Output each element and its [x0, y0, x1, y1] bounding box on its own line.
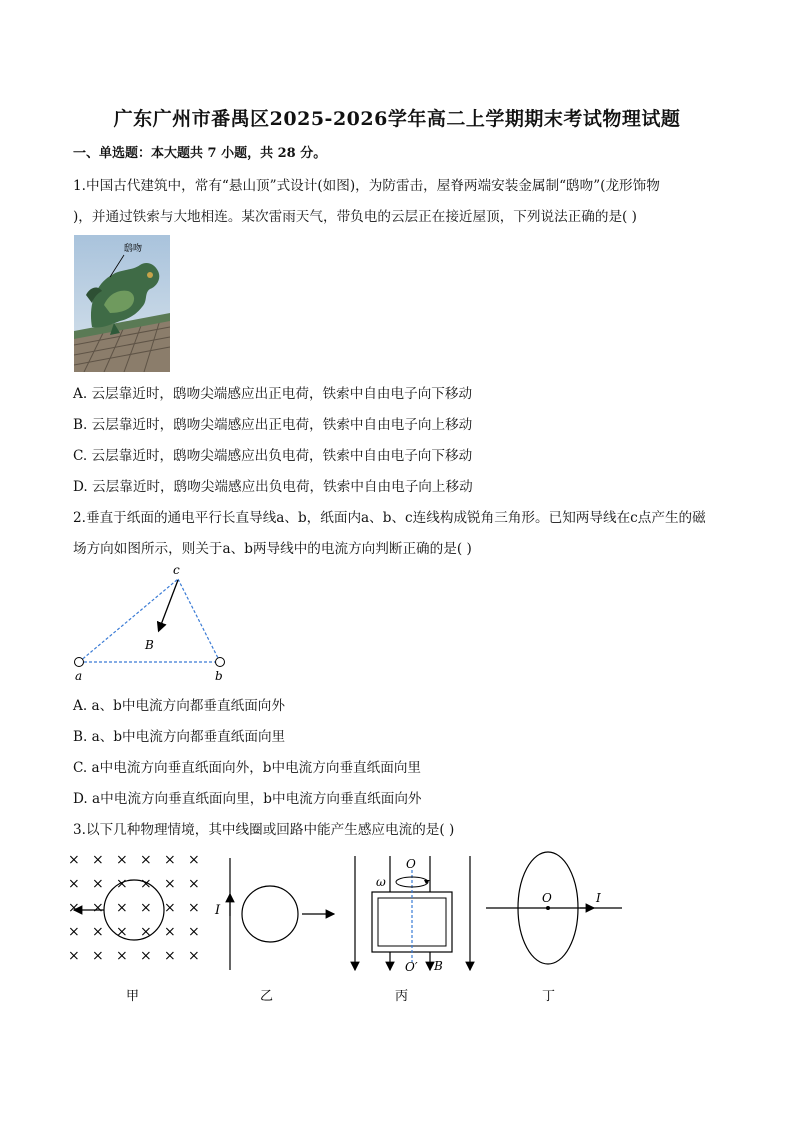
q3-diagram-yi [214, 858, 334, 1004]
svg-text:×: × [188, 876, 200, 892]
svg-text:×: × [92, 852, 104, 868]
q2-label-b: b [215, 669, 223, 683]
q3-caption-jia: 甲 [126, 989, 140, 1004]
q2-label-B: B [145, 638, 154, 652]
q2-option-a[interactable]: A. a、b中电流方向都垂直纸面向外 [73, 698, 285, 714]
q2-label-a: a [75, 669, 83, 683]
q3-caption-bing: 丙 [395, 989, 409, 1004]
svg-text:×: × [68, 900, 80, 916]
q3-diagram-bing [355, 856, 470, 1004]
svg-text:×: × [68, 948, 80, 964]
q2-option-c[interactable]: C. a中电流方向垂直纸面向外，b中电流方向垂直纸面向里 [73, 760, 422, 776]
q3-bing-label-O: O [406, 857, 416, 871]
svg-text:×: × [164, 876, 176, 892]
q1-chiwen-photo [74, 235, 170, 372]
svg-text:×: × [164, 948, 176, 964]
svg-text:×: × [68, 876, 80, 892]
q1-option-d[interactable]: D. 云层靠近时，鸱吻尖端感应出负电荷，铁索中自由电子向上移动 [73, 479, 473, 495]
q1-photo-label: 鸱吻 [124, 244, 143, 254]
q2-option-d[interactable]: D. a中电流方向垂直纸面向里，b中电流方向垂直纸面向外 [73, 791, 422, 807]
svg-text:×: × [140, 924, 152, 940]
svg-text:×: × [68, 924, 80, 940]
svg-text:×: × [164, 852, 176, 868]
svg-text:×: × [140, 876, 152, 892]
q2-stem-line2: 场方向如图所示，则关于a、b两导线中的电流方向判断正确的是( ) [73, 541, 472, 557]
q3-diagram-jia [68, 852, 200, 1004]
q3-bing-label-B: B [434, 959, 443, 973]
svg-text:×: × [116, 924, 128, 940]
section-heading: 一、单选题：本大题共 7 小题，共 28 分。 [73, 146, 327, 161]
svg-text:×: × [188, 852, 200, 868]
q3-stem: 3.以下几种物理情境，其中线圈或回路中能产生感应电流的是( ) [73, 822, 455, 838]
q1-stem-line2: )，并通过铁索与大地相连。某次雷雨天气，带负电的云层正在接近屋顶，下列说法正确的是( ) [73, 209, 637, 225]
exam-title: 广东广州市番禺区2025-2026学年高二上学期期末考试物理试题 [113, 108, 681, 130]
svg-text:×: × [140, 852, 152, 868]
svg-text:×: × [116, 876, 128, 892]
svg-text:×: × [92, 948, 104, 964]
q3-caption-ding: 丁 [542, 989, 556, 1004]
svg-text:×: × [68, 852, 80, 868]
svg-text:×: × [116, 852, 128, 868]
svg-text:×: × [164, 900, 176, 916]
svg-text:×: × [92, 900, 104, 916]
svg-text:×: × [140, 900, 152, 916]
q2-wire-a [75, 658, 84, 667]
svg-text:×: × [92, 876, 104, 892]
q2-wire-b [216, 658, 225, 667]
q1-stem-line1: 1.中国古代建筑中，常有“悬山顶”式设计(如图)，为防雷击，屋脊两端安装金属制“鸱吻”(龙形饰物 [73, 178, 660, 194]
q2-triangle-diagram [68, 562, 238, 686]
q2-option-b[interactable]: B. a、b中电流方向都垂直纸面向里 [73, 729, 286, 745]
svg-text:×: × [116, 900, 128, 916]
q3-diagrams [60, 846, 640, 1006]
q3-ding-label-I: I [596, 891, 601, 905]
svg-text:×: × [92, 924, 104, 940]
q3-bing-label-omega: ω [376, 875, 386, 889]
svg-text:×: × [116, 948, 128, 964]
q3-diagram-ding [486, 852, 622, 1004]
svg-text:×: × [140, 948, 152, 964]
svg-text:×: × [164, 924, 176, 940]
svg-text:×: × [188, 924, 200, 940]
q1-option-c[interactable]: C. 云层靠近时，鸱吻尖端感应出负电荷，铁索中自由电子向下移动 [73, 448, 473, 464]
q1-option-b[interactable]: B. 云层靠近时，鸱吻尖端感应出正电荷，铁索中自由电子向上移动 [73, 417, 473, 433]
q3-bing-label-O-prime: O′ [405, 960, 418, 974]
q2-label-c: c [173, 563, 180, 577]
q3-yi-label-I: I [215, 903, 221, 918]
svg-text:×: × [188, 948, 200, 964]
q3-caption-yi: 乙 [260, 989, 274, 1004]
q2-stem-line1: 2.垂直于纸面的通电平行长直导线a、b，纸面内a、b、c连线构成锐角三角形。已知两导线在c点产生的磁 [73, 510, 706, 526]
q3-ding-label-O: O [542, 891, 552, 905]
svg-text:×: × [188, 900, 200, 916]
q1-option-a[interactable]: A. 云层靠近时，鸱吻尖端感应出正电荷，铁索中自由电子向下移动 [73, 386, 473, 402]
